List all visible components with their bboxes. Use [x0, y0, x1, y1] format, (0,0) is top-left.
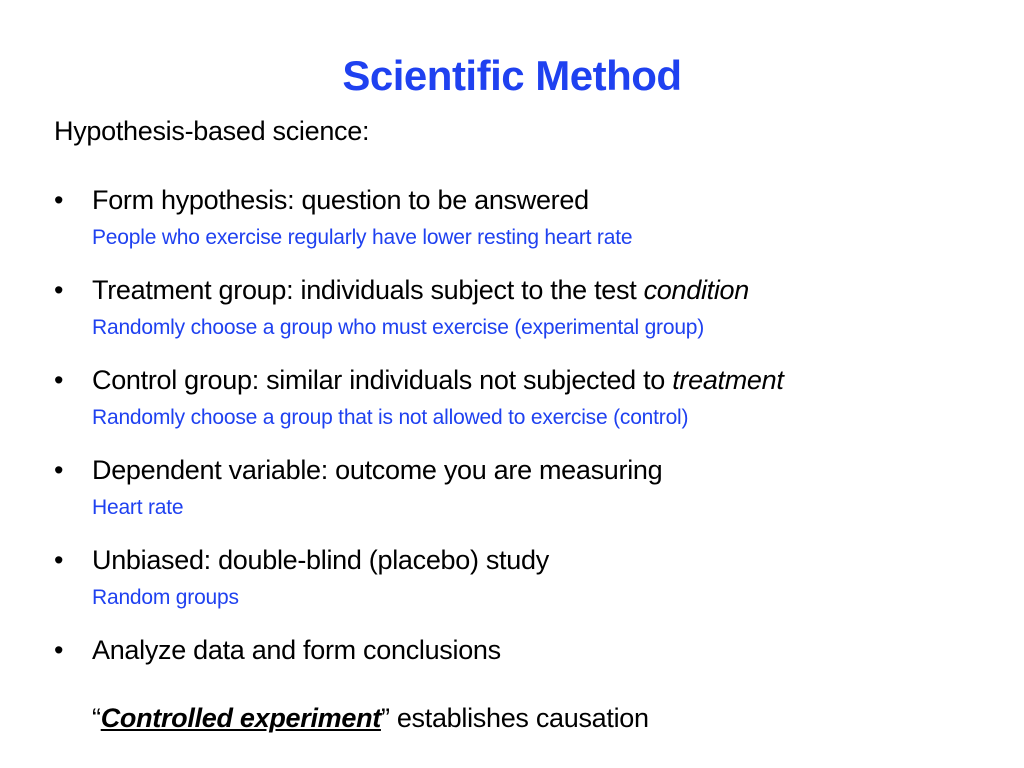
bullet-example: Heart rate: [92, 496, 184, 519]
bullet-line: [54, 270, 994, 310]
bullet-text: Unbiased: double-blind (placebo) study: [92, 545, 549, 575]
bullet-dot-icon: •: [54, 455, 64, 485]
bullet-line: [54, 450, 994, 490]
bullet-dot-icon: •: [54, 635, 64, 665]
bullet-line: [54, 540, 994, 580]
bullet-item-5: [54, 540, 994, 630]
bullet-dot-icon: •: [54, 275, 64, 305]
bullet-italic-word: treatment: [672, 365, 784, 395]
bullet-dot-icon: •: [54, 185, 64, 215]
bullet-line: [54, 360, 994, 400]
bullet-line: [54, 180, 994, 220]
bullet-text: Dependent variable: outcome you are measuring: [92, 455, 663, 485]
slide-title: Scientific Method: [342, 52, 682, 99]
bullet-list: [54, 180, 994, 720]
bullet-item-2: [54, 270, 994, 360]
bullet-example: Randomly choose a group that is not allowed to exercise (control): [92, 406, 689, 429]
bullet-example: People who exercise regularly have lower resting heart rate: [92, 226, 633, 249]
bullet-text: Treatment group: individuals subject to the test: [92, 275, 644, 305]
bullet-italic-word: condition: [643, 275, 749, 305]
bullet-example: Random groups: [92, 586, 239, 609]
bullet-line: [54, 630, 994, 670]
conclusion-statement: [92, 698, 649, 738]
bullet-item-1: [54, 180, 994, 270]
bullet-dot-icon: •: [54, 365, 64, 395]
bullet-text: Form hypothesis: question to be answered: [92, 185, 589, 215]
bullet-text: Control group: similar individuals not subjected to: [92, 365, 673, 395]
bullet-example: Randomly choose a group who must exercise (experimental group): [92, 316, 705, 339]
bullet-text: Analyze data and form conclusions: [92, 635, 501, 665]
bullet-dot-icon: •: [54, 545, 64, 575]
slide-subtitle: Hypothesis-based science:: [54, 116, 370, 146]
bullet-item-4: [54, 450, 994, 540]
conclusion-emphasis: Controlled experiment: [100, 703, 381, 733]
conclusion-rest: ” establishes causation: [380, 703, 649, 733]
bullet-item-3: [54, 360, 994, 450]
open-quote: “: [92, 703, 101, 733]
